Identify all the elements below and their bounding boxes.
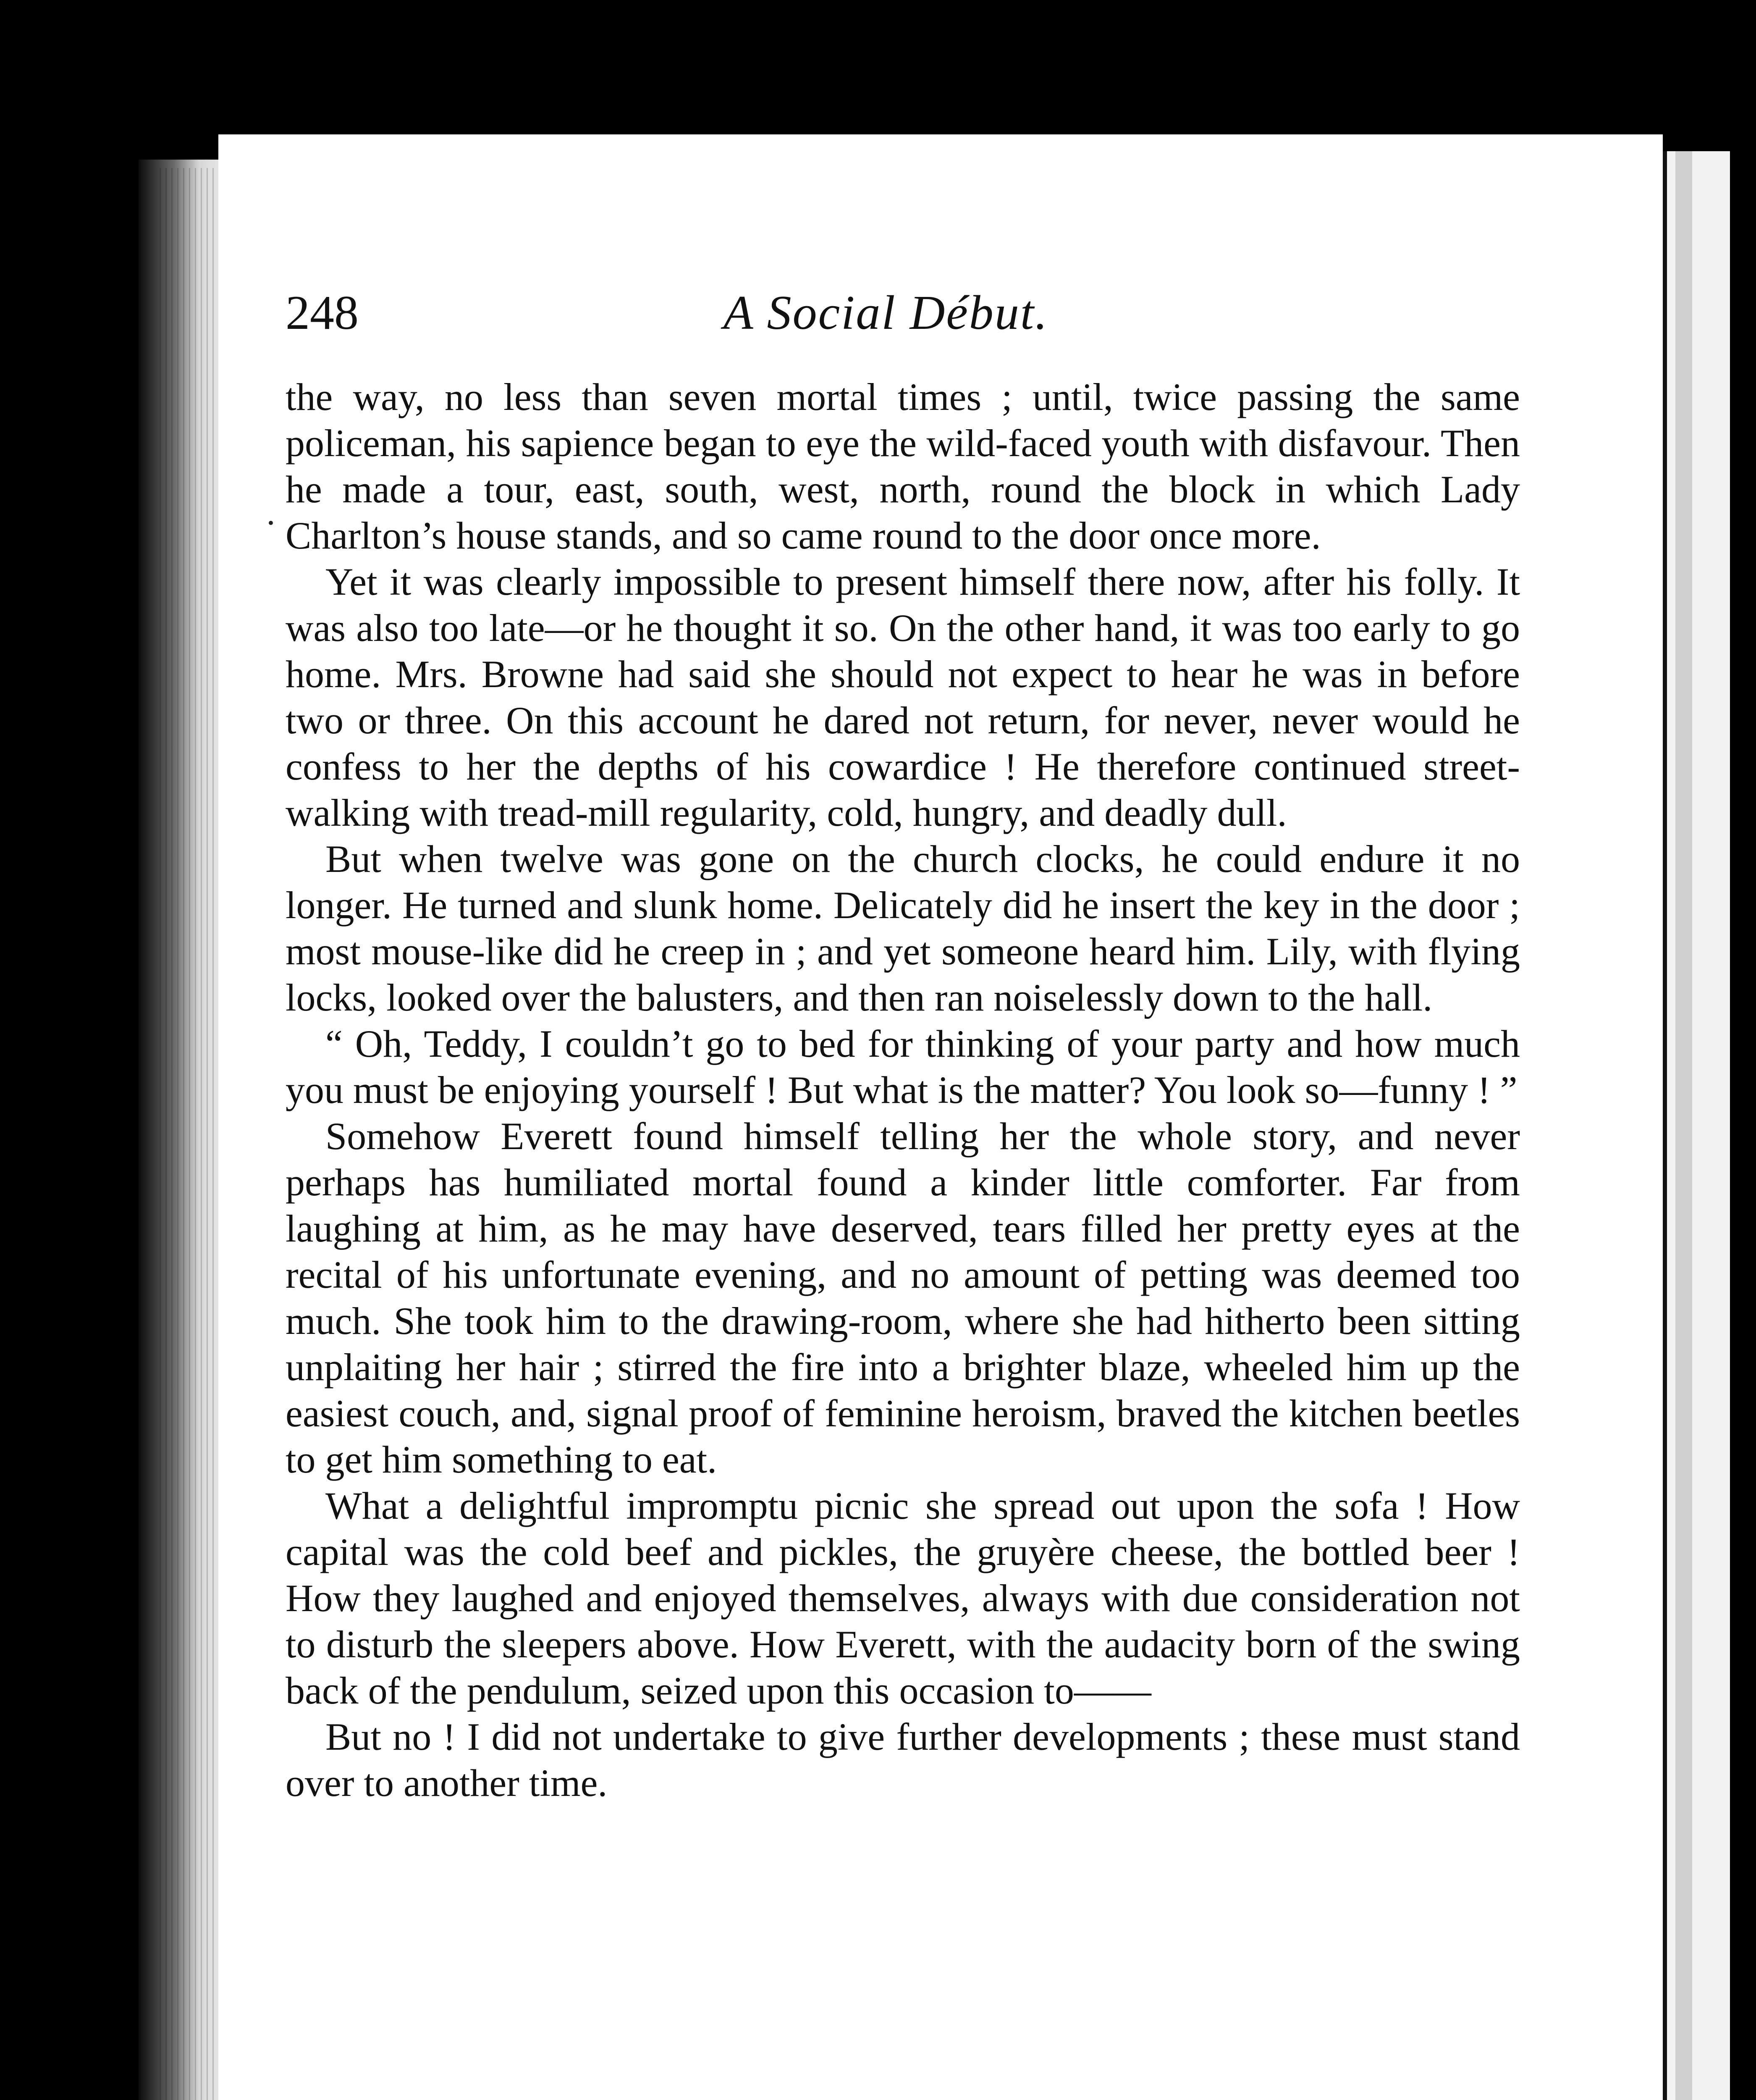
page-right-edge bbox=[1663, 151, 1730, 2100]
paragraph: But when twelve was gone on the church clocks, he could endure it no longer. He turned and slunk home. Delicately did he insert the key in the door ; most mouse-like did he creep in ; and yet someone heard him. Lily, with flying locks, looked over the balusters, and then ran noiselessly down to the hall. bbox=[286, 837, 1520, 1019]
paragraph: What a delightful impromptu picnic she spread out upon the sofa ! How capital was the cold beef and pickles, the gruyère cheese, the bottled beer ! How they laughed and enjoyed themselves, always with due consideration not to disturb the sleepers above. How Everett, with the audacity born of the swing back of the pendulum, seized upon this occasion to—— bbox=[286, 1484, 1520, 1712]
body-text bbox=[286, 374, 1520, 1806]
page-number: 248 bbox=[286, 286, 359, 340]
paragraph: Somehow Everett found himself telling her the whole story, and never perhaps has humiliated mortal found a kinder little comforter. Far from laughing at him, as he may have deserved, tears filled her pretty eyes at the recital of his unfortunate evening, and no amount of petting was deemed too much. She took him to the drawing-room, where she had hitherto been sitting unplaiting her hair ; stirred the fire into a brighter blaze, wheeled him up the easiest couch, and, signal proof of feminine heroism, braved the kitchen beetles to get him something to eat. bbox=[286, 1115, 1520, 1481]
page-edge-lines bbox=[160, 168, 227, 2100]
paragraph: “ Oh, Teddy, I couldn’t go to bed for thinking of your party and how much you must be enjoying yourself ! But what is the matter? You look so—funny ! ” bbox=[286, 1022, 1520, 1111]
book-title: A Social Début. bbox=[723, 286, 1049, 340]
running-head bbox=[286, 277, 1545, 349]
paragraph: Yet it was clearly impossible to present himself there now, after his folly. It was also too late—or he thought it so. On the other hand, it was too early to go home. Mrs. Browne had said she should not expect to hear he was in before two or three. On this account he dared not return, for never, never would he confess to her the depths of his cowardice ! He therefore continued street-walking with tread-mill regularity, cold, hungry, and deadly dull. bbox=[286, 560, 1520, 834]
paragraph: But no ! I did not undertake to give further developments ; these must stand over to another time. bbox=[286, 1715, 1520, 1804]
page-fore-edge bbox=[1675, 151, 1692, 2100]
page-speck bbox=[269, 521, 273, 525]
paragraph: the way, no less than seven mortal times ; until, twice passing the same policeman, his sapience began to eye the wild-faced youth with disfavour. Then he made a tour, east, south, west, north, round the block in which Lady Charlton’s house stands, and so came round to the door once more. bbox=[286, 375, 1520, 557]
